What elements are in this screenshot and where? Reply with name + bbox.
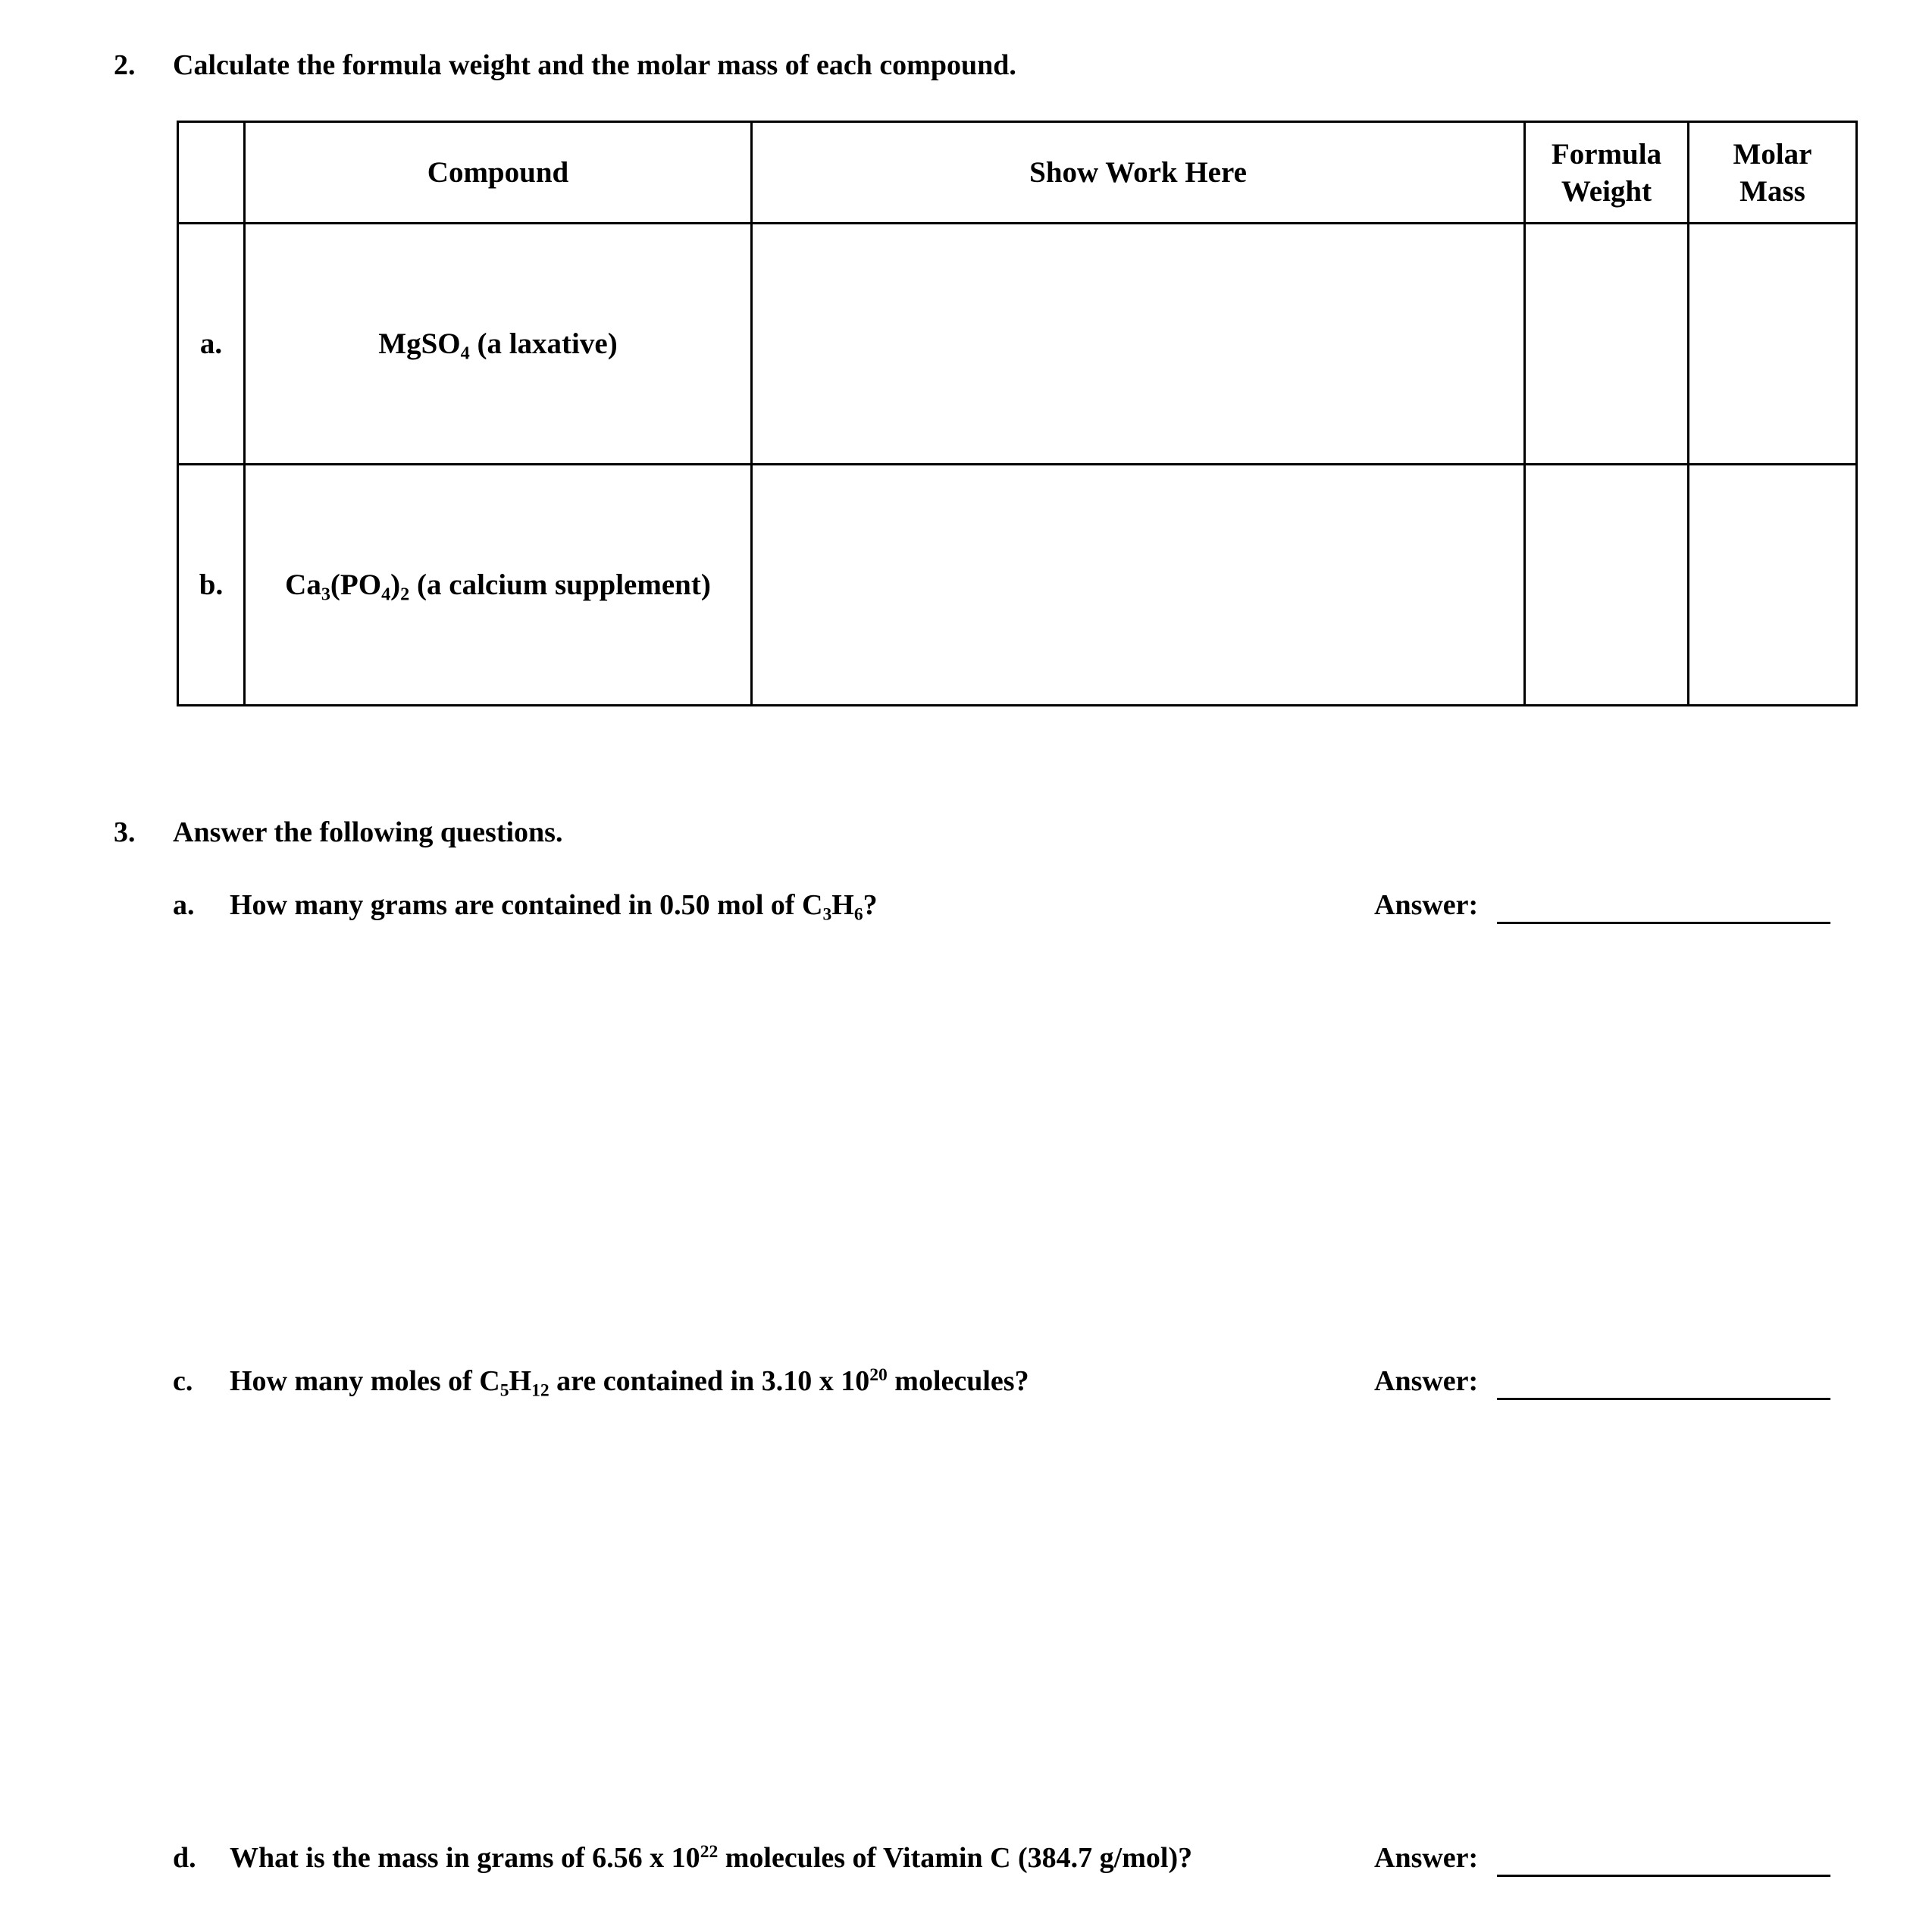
header-compound: Compound — [245, 122, 752, 224]
item-d-question: What is the mass in grams of 6.56 x $10^{22}$ molecules of Vitamin C (384.7 g/mol)? — [230, 1842, 1193, 1874]
compound-description: (a laxative) — [469, 327, 618, 360]
compound-description: (a calcium supplement) — [409, 569, 711, 601]
molar-mass-cell[interactable] — [1689, 224, 1857, 465]
question-2-prompt: Calculate the formula weight and the molar mass of each compound. — [173, 49, 1016, 81]
work-cell[interactable] — [752, 465, 1525, 706]
formula-weight-cell[interactable] — [1525, 224, 1689, 465]
row-label: b. — [178, 465, 245, 706]
question-3-number: 3. — [114, 816, 136, 848]
table-header-row — [178, 122, 1857, 224]
molar-mass-cell[interactable] — [1689, 465, 1857, 706]
table-row — [178, 224, 1857, 465]
item-c-answer-blank[interactable] — [1497, 1398, 1830, 1400]
header-molar-mass — [1689, 122, 1857, 224]
compound-cell — [245, 224, 752, 465]
item-c-question: How many moles of $C_5H_{12}$ are contained in 3.10 x $10^{20}$ molecules? — [230, 1365, 1029, 1401]
table-row — [178, 465, 1857, 706]
header-formula-weight — [1525, 122, 1689, 224]
compound-formula: MgSO$_4$ — [378, 327, 470, 364]
question-2-number: 2. — [114, 49, 136, 81]
item-d-answer-blank[interactable] — [1497, 1875, 1830, 1877]
header-show-work: Show Work Here — [752, 122, 1525, 224]
row-label: a. — [178, 224, 245, 465]
item-c-label: c. — [173, 1365, 193, 1397]
header-formula-weight-line2: Weight — [1561, 174, 1652, 208]
item-c-answer-label: Answer: — [1374, 1365, 1479, 1397]
item-a-question: How many grams are contained in 0.50 mol of $C_3H_6$? — [230, 889, 878, 925]
question-3-prompt: Answer the following questions. — [173, 816, 563, 848]
compound-cell — [245, 465, 752, 706]
item-a-answer-blank[interactable] — [1497, 922, 1830, 924]
item-d-answer-label: Answer: — [1374, 1842, 1479, 1874]
compound-formula: $Ca_3(PO_4)_2$ — [285, 569, 410, 605]
item-a-label: a. — [173, 889, 195, 921]
work-cell[interactable] — [752, 224, 1525, 465]
header-blank-cell — [178, 122, 245, 224]
header-molar-mass-line2: Mass — [1739, 174, 1805, 208]
header-molar-mass-line1: Molar — [1733, 137, 1812, 171]
header-formula-weight-line1: Formula — [1551, 137, 1662, 171]
formula-weight-table — [177, 121, 1858, 706]
item-a-answer-label: Answer: — [1374, 889, 1479, 921]
item-d-label: d. — [173, 1842, 196, 1874]
formula-weight-cell[interactable] — [1525, 465, 1689, 706]
